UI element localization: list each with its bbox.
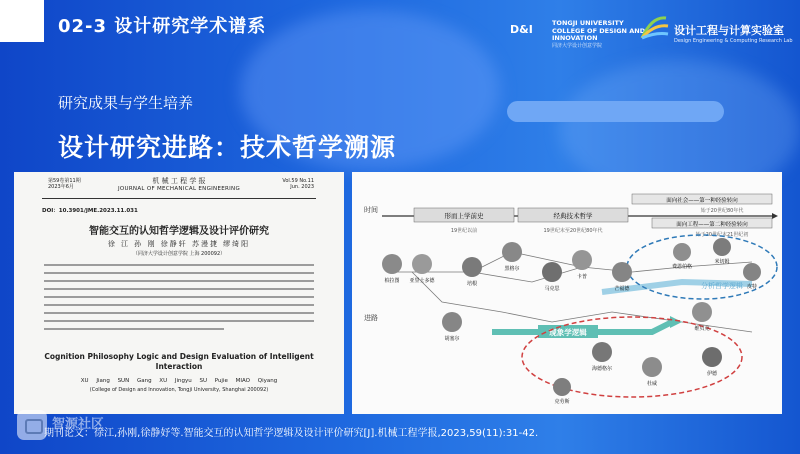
- main-heading: 设计研究进路：技术哲学溯源: [58, 133, 397, 162]
- lab-logo-icon: [638, 12, 670, 42]
- watermark-text: 智源社区: [52, 417, 105, 432]
- paper-authors-cn: 徐 江 孙 刚 徐静轩 苏漫捷 缪绮阳: [107, 240, 251, 248]
- era-label: 形而上学前史: [444, 212, 484, 220]
- philosopher-portraits: [382, 238, 761, 405]
- philosopher-name: 伊德: [706, 371, 718, 377]
- abstract-line: [44, 280, 314, 282]
- abstract-line: [44, 296, 314, 298]
- watermark-icon: [17, 410, 47, 440]
- philosopher-name: 柏拉图: [384, 278, 400, 284]
- philosopher-name: 海德格尔: [591, 366, 613, 372]
- abstract-line: [44, 288, 314, 290]
- era-label: 面向工程——第二种经验转向: [676, 222, 748, 228]
- philosopher-name: 培根: [466, 281, 478, 287]
- timeline-arrow: [772, 213, 778, 219]
- decorative-pill: [507, 101, 724, 122]
- lab-name-en: Design Engineering & Computing Research Lab: [674, 38, 793, 44]
- paper-issue-en: Vol.59 No.11 Jun. 2023: [282, 178, 314, 190]
- abstract-line: [44, 304, 314, 306]
- abstract-line: [44, 328, 224, 330]
- lineage-diagram: [352, 172, 782, 414]
- university-logo-text: D&I: [510, 23, 533, 36]
- era-date: 19世纪末至20世纪80年代: [543, 228, 603, 234]
- paper-issue-cn: 第59卷第11期 2023年6月: [48, 178, 81, 190]
- philosopher-name: 卡普: [576, 274, 588, 280]
- paper-doi: DOI：10.3901/JME.2023.11.031: [42, 208, 138, 214]
- university-name-en: TONGJI UNIVERSITY COLLEGE OF DESIGN AND INNOVATION: [552, 19, 646, 42]
- paper-title-en: Cognition Philosophy Logic and Design Evaluation of Intelligent Interaction: [44, 352, 314, 371]
- abstract-line: [44, 312, 314, 314]
- university-name: [552, 20, 645, 50]
- university-name-cn: 同济大学设计创意学院: [552, 42, 603, 49]
- philosopher-name: 马克思: [544, 286, 560, 292]
- philosopher-name: 米切姆: [714, 259, 730, 265]
- era-date: 始于20世纪80年代: [700, 208, 744, 214]
- philosopher-name: 胡塞尔: [444, 336, 460, 342]
- era-label: 经典技术哲学: [553, 212, 593, 220]
- philosopher-name: 黑格尔: [504, 266, 520, 272]
- section-marker: [0, 0, 44, 42]
- paper-title-cn: 智能交互的认知哲学逻辑及设计评价研究: [89, 226, 269, 237]
- paper-journal-cn: 机 械 工 程 学 报: [152, 177, 206, 185]
- philosopher-name: 芒福德: [614, 286, 630, 292]
- citation-text: 期刊论文：徐江,孙刚,徐静妤等.智能交互的认知哲学逻辑及设计评价研究[J].机械工程学报,2023,59(11):31-42.: [44, 428, 539, 439]
- era-date: 19世纪以前: [450, 228, 478, 234]
- paper-affiliation-en: (College of Design and Innovation, Tongji University, Shanghai 200092): [89, 387, 269, 393]
- paper-affiliation-cn: （同济大学设计创意学院 上海 200092）: [132, 251, 226, 257]
- phenomenology-label: 现象学逻辑: [549, 328, 587, 337]
- philosopher-name: 亚里士多德: [409, 278, 435, 284]
- section-title: 02-3 设计研究学术谱系: [58, 16, 267, 37]
- analytic-label: 分析哲学逻辑: [701, 282, 743, 290]
- paper-header-rule: [42, 198, 316, 199]
- phenomenology-arrowhead: [670, 316, 682, 328]
- philosopher-name: 皮特: [746, 284, 758, 290]
- abstract-line: [44, 272, 314, 274]
- time-label: 时间: [364, 206, 378, 214]
- philosopher-name: 费恩伯格: [671, 264, 693, 270]
- era-date: 始于20世纪末21世纪初: [695, 232, 749, 238]
- paper-preview: [14, 172, 344, 414]
- philosopher-name: 维贝克: [694, 326, 710, 332]
- lab-name: 设计工程与计算实验室: [674, 24, 784, 37]
- abstract-line: [44, 320, 314, 322]
- path-label: 进路: [364, 314, 378, 322]
- paper-authors-en: XU Jiang SUN Gang XU Jingyu SU Pujie MIAO Qiyang: [80, 378, 278, 384]
- philosopher-name: 杜威: [646, 381, 658, 387]
- lineage-diagram-svg: [352, 172, 782, 414]
- abstract-line: [44, 264, 314, 266]
- era-label: 面向社会——第一种经验转向: [666, 198, 738, 204]
- university-logo: [510, 22, 550, 36]
- sub-heading: 研究成果与学生培养: [58, 94, 194, 112]
- philosopher-name: 克劳斯: [554, 399, 570, 405]
- paper-journal-en: JOURNAL OF MECHANICAL ENGINEERING: [117, 186, 241, 192]
